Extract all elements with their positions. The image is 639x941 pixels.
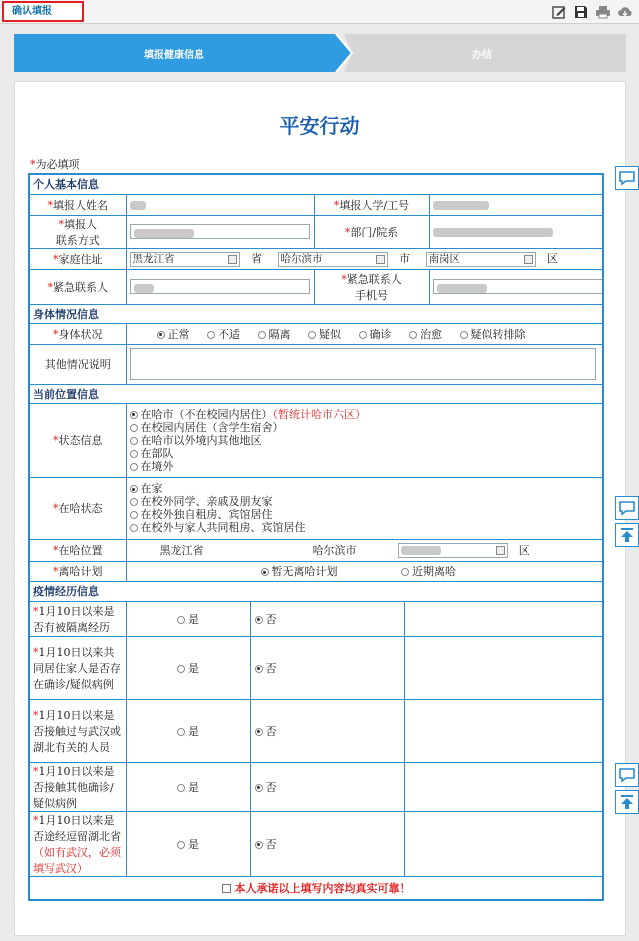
harbin-option[interactable]: 在家	[130, 482, 600, 495]
emergency-contact-input[interactable]	[130, 279, 310, 294]
scroll-top-button[interactable]	[615, 790, 639, 814]
contact-field-cell	[126, 215, 314, 248]
radio-icon[interactable]	[157, 331, 165, 339]
toolbar	[551, 4, 633, 20]
province-unit: 省	[251, 252, 262, 266]
section-personal: 个人基本信息	[29, 174, 603, 194]
location-option[interactable]: 在哈市以外境内其他地区	[130, 434, 600, 447]
epidemic-question: *1月10日以来是否接触其他确诊/疑似病例	[29, 762, 126, 811]
harbin-position-cell	[126, 539, 603, 561]
radio-icon[interactable]	[261, 568, 269, 576]
health-option[interactable]: 治愈	[409, 326, 442, 342]
answer-blank	[404, 699, 603, 762]
radio-icon[interactable]	[258, 331, 266, 339]
harbin-option[interactable]: 在校外与家人共同租房、宾馆居住	[130, 521, 600, 534]
address-cell	[126, 248, 603, 269]
progress-steps	[14, 34, 626, 72]
other-info-label: 其他情况说明	[29, 344, 126, 384]
health-option[interactable]: 正常	[157, 326, 190, 342]
radio-icon[interactable]	[409, 331, 417, 339]
answer-no[interactable]: 否	[250, 601, 404, 636]
position-province: 黑龙江省	[159, 544, 204, 557]
health-option[interactable]: 疑似	[308, 326, 341, 342]
location-option[interactable]: 在部队	[130, 447, 600, 460]
radio-icon[interactable]	[177, 728, 185, 736]
emergency-phone-input[interactable]	[433, 279, 604, 294]
leave-plan-options	[126, 561, 603, 581]
answer-no[interactable]: 否	[250, 699, 404, 762]
name-label: *填报人姓名	[29, 194, 126, 215]
radio-icon[interactable]	[255, 784, 263, 792]
answer-yes[interactable]: 是	[126, 636, 250, 699]
answer-yes[interactable]: 是	[126, 601, 250, 636]
edit-icon[interactable]	[551, 4, 567, 20]
section-location: 当前位置信息	[29, 384, 603, 403]
radio-icon[interactable]	[130, 411, 138, 419]
city-unit: 市	[399, 252, 410, 266]
city-select[interactable]: 哈尔滨市	[278, 252, 388, 267]
radio-icon[interactable]	[207, 331, 215, 339]
section-health: 身体情况信息	[29, 304, 603, 323]
step-complete: 办结	[472, 50, 492, 61]
answer-blank	[404, 636, 603, 699]
epidemic-question: *1月10日以来是否途经逗留湖北省（如有武汉，必须填写武汉）	[29, 811, 126, 876]
radio-icon[interactable]	[130, 463, 138, 471]
radio-icon[interactable]	[130, 524, 138, 532]
emergency-phone-label: *紧急联系人 手机号	[314, 269, 429, 304]
district-unit: 区	[547, 252, 558, 266]
radio-icon[interactable]	[130, 450, 138, 458]
emergency-phone-cell	[429, 269, 603, 304]
dept-label: *部门/院系	[314, 215, 429, 248]
other-info-cell	[126, 344, 603, 384]
health-status-label: *身体状况	[29, 323, 126, 344]
chat-button[interactable]	[615, 763, 639, 787]
answer-no[interactable]: 否	[250, 636, 404, 699]
harbin-status-label: *在哈状态	[29, 477, 126, 539]
name-value	[126, 194, 314, 215]
radio-icon[interactable]	[130, 498, 138, 506]
radio-icon[interactable]	[177, 841, 185, 849]
top-bar	[0, 0, 639, 24]
position-district-unit: 区	[518, 543, 530, 557]
answer-blank	[404, 811, 603, 876]
epidemic-question: *1月10日以来共同居住家人是否存在确诊/疑似病例	[29, 636, 126, 699]
emergency-contact-cell	[126, 269, 314, 304]
radio-icon[interactable]	[130, 511, 138, 519]
health-option[interactable]: 隔离	[258, 326, 291, 342]
leave-option[interactable]: 暂无离哈计划	[261, 563, 338, 579]
chat-button[interactable]	[615, 166, 639, 190]
radio-icon[interactable]	[130, 485, 138, 493]
radio-icon[interactable]	[460, 331, 468, 339]
radio-icon[interactable]	[255, 728, 263, 736]
location-status-label: *状态信息	[29, 403, 126, 477]
answer-yes[interactable]: 是	[126, 811, 250, 876]
contact-label: *填报人 联系方式	[29, 215, 126, 248]
health-status-options	[126, 323, 603, 344]
location-status-options	[126, 403, 603, 477]
section-epidemic: 疫情经历信息	[29, 581, 603, 601]
save-icon[interactable]	[573, 4, 589, 20]
health-option[interactable]: 疑似转排除	[460, 326, 526, 342]
chat-icon	[618, 766, 636, 784]
scroll-top-icon	[618, 526, 636, 544]
answer-blank	[404, 762, 603, 811]
radio-icon[interactable]	[177, 616, 185, 624]
health-form	[28, 173, 604, 901]
radio-icon[interactable]	[359, 331, 367, 339]
radio-icon[interactable]	[177, 784, 185, 792]
province-select[interactable]: 黑龙江省	[130, 252, 240, 267]
chat-icon	[618, 169, 636, 187]
chat-button[interactable]	[615, 496, 639, 520]
radio-icon[interactable]	[130, 437, 138, 445]
answer-blank	[404, 601, 603, 636]
emergency-contact-label: *紧急联系人	[29, 269, 126, 304]
page-title: 平安行动	[279, 114, 360, 138]
radio-icon[interactable]	[255, 665, 263, 673]
dept-value	[429, 215, 603, 248]
leave-plan-label: *离哈计划	[29, 561, 126, 581]
answer-no[interactable]: 否	[250, 811, 404, 876]
location-option[interactable]: 在哈市（不在校园内居住）（暂统计哈市六区）	[130, 408, 600, 421]
scroll-top-icon	[618, 793, 636, 811]
location-option[interactable]: 在境外	[130, 460, 600, 473]
harbin-option[interactable]: 在校外同学、亲戚及朋友家	[130, 495, 600, 508]
required-note: *为必填项	[30, 158, 80, 171]
harbin-position-label: *在哈位置	[29, 539, 126, 561]
contact-input[interactable]	[130, 224, 310, 239]
chat-icon	[618, 499, 636, 517]
id-value	[429, 194, 603, 215]
tab-confirm-report[interactable]: 确认填报	[2, 1, 84, 22]
address-label: *家庭住址	[29, 248, 126, 269]
radio-icon[interactable]	[177, 665, 185, 673]
radio-icon[interactable]	[255, 841, 263, 849]
health-option[interactable]: 不适	[207, 326, 240, 342]
answer-yes[interactable]: 是	[126, 699, 250, 762]
promise-checkbox[interactable]	[222, 884, 231, 893]
harbin-status-options	[126, 477, 603, 539]
radio-icon[interactable]	[255, 616, 263, 624]
harbin-option[interactable]: 在校外独自租房、宾馆居住	[130, 508, 600, 521]
leave-option[interactable]: 近期离哈	[401, 563, 456, 579]
cloud-download-icon[interactable]	[617, 4, 633, 20]
position-district-select[interactable]	[398, 543, 508, 558]
print-icon[interactable]	[595, 4, 611, 20]
radio-icon[interactable]	[130, 424, 138, 432]
district-select[interactable]: 南岗区	[426, 252, 536, 267]
answer-yes[interactable]: 是	[126, 762, 250, 811]
promise-row	[29, 876, 603, 900]
epidemic-question: *1月10日以来是否有被隔离经历	[29, 601, 126, 636]
scroll-top-button[interactable]	[615, 523, 639, 547]
other-info-textarea[interactable]	[130, 348, 596, 380]
location-option[interactable]: 在校园内居住（含学生宿舍）	[130, 421, 600, 434]
health-option[interactable]: 确诊	[359, 326, 392, 342]
epidemic-question: *1月10日以来是否接触过与武汉或湖北有关的人员	[29, 699, 126, 762]
promise-text: 本人承诺以上填写内容均真实可靠！	[234, 881, 411, 895]
radio-icon[interactable]	[308, 331, 316, 339]
radio-icon[interactable]	[401, 568, 409, 576]
position-city: 哈尔滨市	[312, 544, 357, 557]
id-label: *填报人学/工号	[314, 194, 429, 215]
answer-no[interactable]: 否	[250, 762, 404, 811]
step-fill-health: 填报健康信息	[144, 50, 204, 61]
